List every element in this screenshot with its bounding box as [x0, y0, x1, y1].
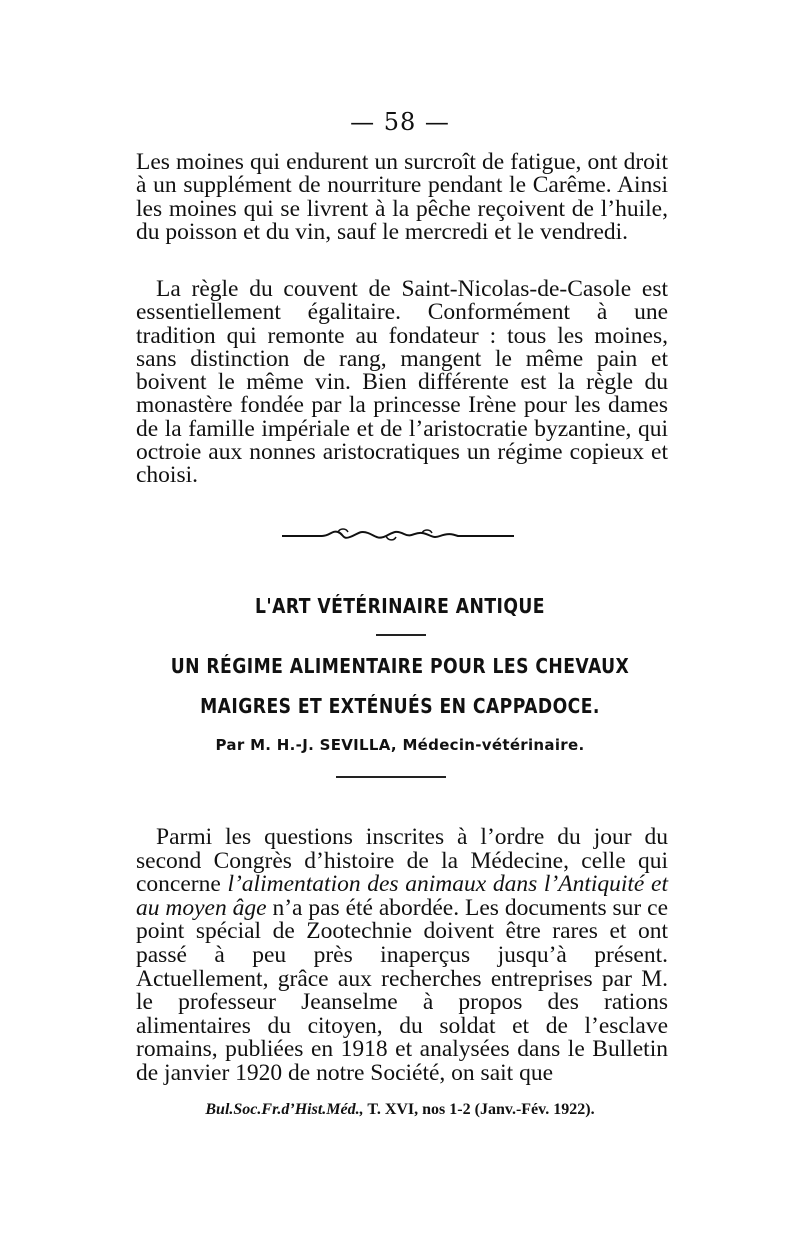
paragraph-2-text: La règle du couvent de Saint-Nicolas-de-Casole est essentiellement égalitaire. Conformément à une tradition qui remonte au fondateur : tous les moines, sans distinction de rang, mangent le même pain et boivent le même vin. Bien différente est la règle du monastère fondée par la princesse Irène pour les dames de la famille impériale et de l’aristocratie byzantine, qui octroie aux nonnes aristocratiques un régime copieux et choisi.: [136, 276, 668, 489]
paragraph-3: [136, 826, 668, 1086]
article-title-line-2: MAIGRES ET EXTÉNUÉS EN CAPPADOCE.: [200, 694, 600, 718]
paragraph-3-text-start: Parmi les questions inscrites à l’ordre du jour du second Congrès d’histoire de la Médecine, celle qui concerne: [136, 824, 668, 898]
paragraph-2: [136, 278, 668, 488]
paragraph-1: Les moines qui endurent un surcroît de fatigue, ont droit à un supplément de nourriture pendant le Carême. Ainsi les moines qui se livrent à la pêche reçoivent de l’huile, du poisson et du vin, sauf le mercredi et le vendredi.: [136, 149, 668, 245]
journal-citation: [0, 1101, 800, 1119]
author-byline: Par M. H.-J. SEVILLA, Médecin-vétérinaire.: [215, 736, 585, 754]
ornamental-divider: [282, 524, 514, 546]
title-divider: [376, 634, 426, 636]
page-number: — 58 —: [350, 108, 450, 136]
section-title: L'ART VÉTÉRINAIRE ANTIQUE: [255, 594, 545, 618]
citation-journal: Bul.Soc.Fr.d’Hist.Méd.,: [205, 1101, 364, 1118]
citation-details: T. XVI, nos 1-2 (Janv.-Fév. 1922).: [363, 1101, 595, 1118]
article-title-line-1: UN RÉGIME ALIMENTAIRE POUR LES CHEVAUX: [170, 654, 630, 678]
paragraph-3-italic-phrase: l’alimentation des animaux dans l’Antiquité et au moyen âge: [136, 871, 668, 921]
byline-divider: [336, 776, 446, 778]
paragraph-3-text-end: n’a pas été abordée. Les documents sur ce point spécial de Zootechnie doivent être rares et ont passé à peu près inaperçus jusqu’à présent. Actuellement, grâce aux recherches entreprises par M. le professeur Jeanselme à propos des rations alimentaires du citoyen, du soldat et de l’esclave romains, publiées en 1918 et analysées dans le Bulletin de janvier 1920 de notre Société, on sait que: [136, 894, 669, 1086]
